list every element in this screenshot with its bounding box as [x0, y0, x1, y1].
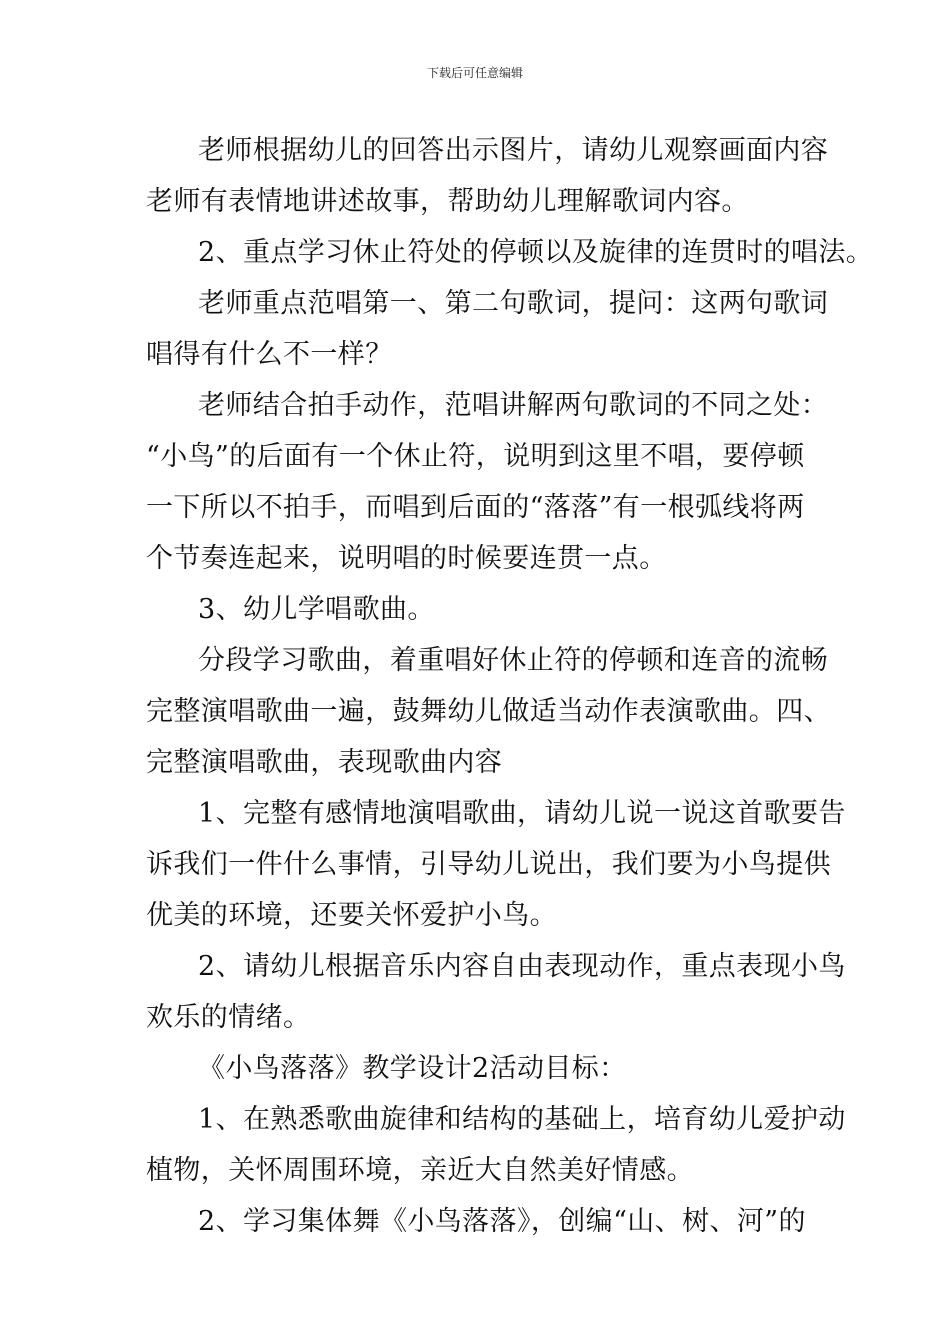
- text-line: 3、幼儿学唱歌曲。: [198, 594, 435, 625]
- text-line: 老师结合拍手动作，范唱讲解两句歌词的不同之处：: [198, 390, 829, 421]
- text-line: 个节奏连起来，说明唱的时候要连贯一点。: [146, 543, 667, 574]
- text-line: 分段学习歌曲，着重唱好休止符的停顿和连音的流畅: [198, 645, 829, 676]
- text-line: 老师重点范唱第一、第二句歌词，提问：这两句歌词: [198, 288, 829, 319]
- text-line: 《小鸟落落》教学设计2活动目标：: [198, 1053, 627, 1084]
- text-line: 优美的环境，还要关怀爱护小鸟。: [146, 900, 557, 931]
- text-line: 2、请幼儿根据音乐内容自由表现动作，重点表现小鸟: [198, 951, 846, 982]
- text-line: 一下所以不拍手，而唱到后面的“落落”有一根弧线将两: [146, 492, 805, 523]
- page-header: 下载后可任意编辑: [426, 66, 523, 80]
- text-line: 老师根据幼儿的回答出示图片，请幼儿观察画面内容: [198, 135, 829, 166]
- text-line: 1、在熟悉歌曲旋律和结构的基础上，培育幼儿爱护动: [198, 1104, 846, 1135]
- text-line: “小鸟”的后面有一个休止符，说明到这里不唱，要停顿: [146, 441, 805, 472]
- document-body: [146, 128, 874, 1250]
- text-line: 老师有表情地讲述故事，帮助幼儿理解歌词内容。: [146, 186, 749, 217]
- text-line: 2、学习集体舞《小鸟落落》，创编“山、树、河”的: [198, 1206, 806, 1237]
- text-line: 植物，关怀周围环境，亲近大自然美好情感。: [146, 1155, 694, 1186]
- text-line: 完整演唱歌曲，表现歌曲内容: [146, 747, 503, 778]
- text-line: 2、重点学习休止符处的停顿以及旋律的连贯时的唱法。: [198, 237, 874, 268]
- text-line: 完整演唱歌曲一遍，鼓舞幼儿做适当动作表演歌曲。四、: [146, 696, 831, 727]
- text-line: 1、完整有感情地演唱歌曲，请幼儿说一说这首歌要告: [198, 798, 846, 829]
- text-line: 诉我们一件什么事情，引导幼儿说出，我们要为小鸟提供: [146, 849, 831, 880]
- text-line: 欢乐的情绪。: [146, 1002, 311, 1033]
- text-line: 唱得有什么不一样？: [146, 339, 393, 370]
